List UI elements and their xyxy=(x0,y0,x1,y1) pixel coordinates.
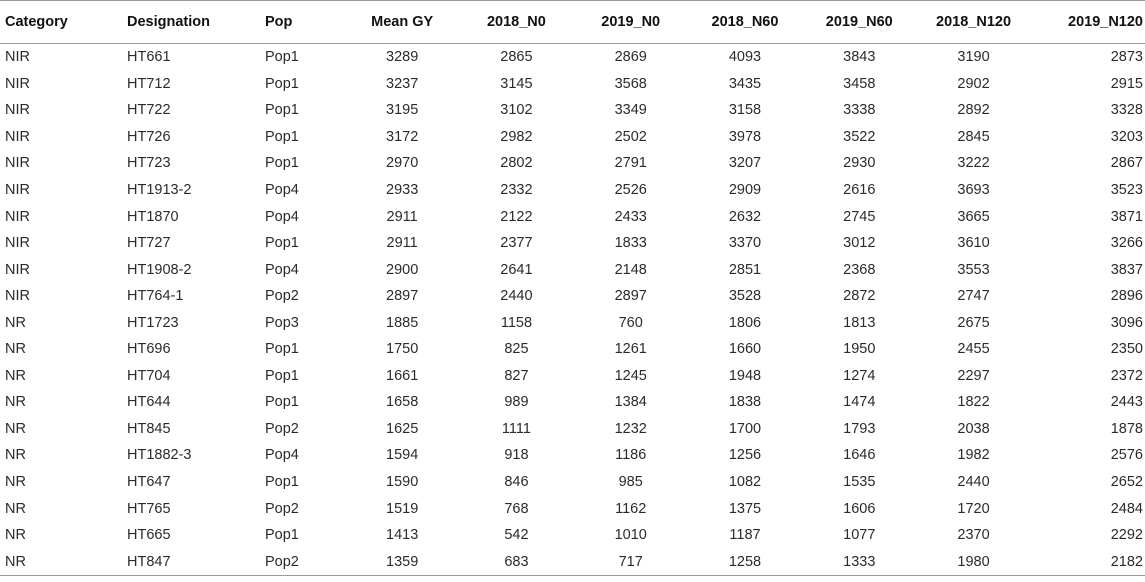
cell-2019-n0: 1186 xyxy=(615,447,647,464)
cell-2019-n0: 2433 xyxy=(614,208,647,225)
cell-mean-gy: 1590 xyxy=(386,474,419,491)
cell-2018-n60: 2909 xyxy=(728,182,762,198)
cell-2018-n0: 3102 xyxy=(500,102,533,119)
cell-2018-n0: 2982 xyxy=(500,128,533,145)
table-row xyxy=(0,283,1145,310)
cell-2018-n0: 768 xyxy=(504,500,529,517)
cell-mean-gy: 3289 xyxy=(386,49,419,66)
cell-designation: HT712 xyxy=(127,75,171,92)
cell-designation: HT1908-2 xyxy=(127,261,192,278)
cell-2018-n120: 2747 xyxy=(957,288,990,305)
cell-2019-n0: 2148 xyxy=(614,261,647,278)
cell-category: NR xyxy=(5,420,26,437)
cell-pop: Pop4 xyxy=(265,447,299,464)
cell-2019-n0: 2897 xyxy=(614,288,647,305)
cell-category: NR xyxy=(5,314,26,331)
cell-2018-n60: 1838 xyxy=(728,394,762,411)
cell-2019-n120: 3203 xyxy=(1110,128,1143,145)
cell-mean-gy: 3195 xyxy=(386,102,419,119)
cell-category: NIR xyxy=(5,235,30,252)
cell-2019-n60: 3458 xyxy=(843,75,876,92)
cell-category: NIR xyxy=(5,288,30,305)
cell-2018-n120: 2455 xyxy=(957,341,990,358)
cell-mean-gy: 3237 xyxy=(386,75,419,92)
cell-2018-n60: 2851 xyxy=(728,261,762,278)
cell-category: NIR xyxy=(5,261,30,278)
cell-designation: HT726 xyxy=(127,128,171,145)
cell-2018-n60: 3528 xyxy=(728,288,762,305)
cell-2019-n120: 1878 xyxy=(1110,420,1143,437)
cell-2018-n60: 1258 xyxy=(688,548,802,575)
cell-2018-n0: 2377 xyxy=(500,235,533,252)
cell-2019-n120: 2350 xyxy=(1110,341,1143,358)
cell-mean-gy: 1359 xyxy=(345,548,459,575)
cell-mean-gy: 1750 xyxy=(386,341,419,358)
table-row xyxy=(0,416,1145,443)
cell-2019-n120: 3837 xyxy=(1110,261,1143,278)
cell-category: NR xyxy=(5,527,26,544)
cell-2018-n0: 2641 xyxy=(500,261,533,278)
table-row xyxy=(0,71,1145,98)
table-row xyxy=(0,495,1145,522)
cell-designation: HT723 xyxy=(127,155,171,172)
cell-pop: Pop4 xyxy=(265,261,299,278)
cell-2019-n120: 2867 xyxy=(1110,155,1143,172)
cell-2019-n60: 2930 xyxy=(843,155,876,172)
cell-2019-n120: 3096 xyxy=(1110,314,1143,331)
cell-2018-n120: 2892 xyxy=(957,102,990,119)
cell-2018-n0: 989 xyxy=(504,394,529,411)
table-row xyxy=(0,230,1145,257)
cell-2018-n0: 3145 xyxy=(500,75,533,92)
cell-pop: Pop1 xyxy=(265,75,299,92)
cell-2018-n60: 1700 xyxy=(728,420,762,437)
cell-mean-gy: 2900 xyxy=(386,261,419,278)
table-body xyxy=(0,44,1145,576)
cell-2019-n60: 1606 xyxy=(843,500,876,517)
cell-2019-n60: 1474 xyxy=(843,394,876,411)
cell-2019-n0: 1384 xyxy=(614,394,647,411)
cell-mean-gy: 2933 xyxy=(386,182,419,198)
cell-2018-n120: 3610 xyxy=(957,235,990,252)
cell-pop: Pop1 xyxy=(265,394,299,411)
cell-category: NIR xyxy=(5,208,30,225)
cell-2018-n120: 2038 xyxy=(957,420,990,437)
table-row xyxy=(0,363,1145,390)
cell-2018-n60: 3978 xyxy=(728,128,762,145)
cell-2019-n60: 2616 xyxy=(843,182,876,198)
cell-category: NR xyxy=(5,341,26,358)
cell-2018-n0: 2865 xyxy=(500,49,533,66)
cell-2019-n0: 3568 xyxy=(614,75,647,92)
cell-2018-n120: 3665 xyxy=(957,208,990,225)
cell-2018-n120: 3222 xyxy=(957,155,990,172)
cell-2019-n120: 2652 xyxy=(1110,474,1143,491)
cell-2019-n120: 2915 xyxy=(1110,75,1143,92)
cell-2018-n120: 2370 xyxy=(957,527,990,544)
cell-pop: Pop1 xyxy=(265,527,299,544)
cell-designation: HT845 xyxy=(127,420,171,437)
header-2019-n0: 2019_N0 xyxy=(574,1,688,44)
cell-2019-n60: 1535 xyxy=(843,474,876,491)
cell-mean-gy: 1625 xyxy=(386,420,419,437)
cell-2019-n60: 1950 xyxy=(843,341,876,358)
cell-2018-n120: 2675 xyxy=(957,314,990,331)
cell-2019-n60: 3012 xyxy=(843,235,876,252)
cell-category: NIR xyxy=(5,182,30,198)
cell-pop: Pop2 xyxy=(265,288,299,305)
cell-2019-n60: 3338 xyxy=(843,102,876,119)
cell-designation: HT722 xyxy=(127,102,171,119)
cell-2018-n0: 2332 xyxy=(500,182,533,198)
cell-2018-n120: 1980 xyxy=(916,548,1030,575)
cell-2018-n120: 2845 xyxy=(957,128,990,145)
cell-category: NR xyxy=(5,447,26,464)
cell-2019-n120: 3523 xyxy=(1110,182,1143,198)
cell-2019-n60: 1813 xyxy=(843,314,876,331)
cell-2018-n60: 3207 xyxy=(728,155,762,172)
cell-2018-n0: 825 xyxy=(504,341,529,358)
cell-designation: HT1913-2 xyxy=(127,182,192,198)
cell-2018-n60: 1082 xyxy=(728,474,762,491)
cell-pop: Pop2 xyxy=(265,420,299,437)
cell-2019-n60: 3522 xyxy=(843,128,876,145)
cell-2018-n60: 1256 xyxy=(728,447,762,464)
cell-2019-n120: 2873 xyxy=(1110,49,1143,66)
cell-2018-n0: 918 xyxy=(504,447,529,464)
cell-2019-n120: 2292 xyxy=(1110,527,1143,544)
cell-category: NIR xyxy=(5,49,30,66)
table-row xyxy=(0,469,1145,496)
cell-pop: Pop2 xyxy=(265,548,345,575)
cell-mean-gy: 3172 xyxy=(386,128,419,145)
cell-designation: HT1870 xyxy=(127,208,179,225)
cell-2019-n60: 2368 xyxy=(843,261,876,278)
cell-2018-n0: 827 xyxy=(504,367,529,384)
cell-2018-n60: 3370 xyxy=(728,235,762,252)
cell-mean-gy: 1594 xyxy=(386,447,419,464)
cell-designation: HT847 xyxy=(127,548,265,575)
table-row xyxy=(0,256,1145,283)
cell-2019-n0: 2869 xyxy=(614,49,647,66)
cell-2018-n120: 2440 xyxy=(957,474,990,491)
table-row xyxy=(0,124,1145,151)
table-row xyxy=(0,44,1145,71)
cell-pop: Pop1 xyxy=(265,155,299,172)
cell-2018-n120: 3190 xyxy=(957,49,990,66)
cell-2018-n0: 1111 xyxy=(501,420,531,437)
header-pop: Pop xyxy=(265,1,345,44)
cell-2019-n0: 1245 xyxy=(614,367,647,384)
cell-2018-n60: 2632 xyxy=(728,208,762,225)
cell-pop: Pop1 xyxy=(265,367,299,384)
cell-mean-gy: 1885 xyxy=(386,314,419,331)
cell-2019-n0: 2791 xyxy=(614,155,647,172)
cell-designation: HT696 xyxy=(127,341,171,358)
cell-category: NIR xyxy=(5,102,30,119)
cell-2019-n120: 2576 xyxy=(1110,447,1143,464)
cell-2018-n120: 2297 xyxy=(957,367,990,384)
header-2019-n60: 2019_N60 xyxy=(802,1,916,44)
cell-mean-gy: 2911 xyxy=(386,208,418,225)
cell-2019-n120: 2896 xyxy=(1110,288,1143,305)
cell-2018-n60: 1806 xyxy=(728,314,762,331)
cell-designation: HT1882-3 xyxy=(127,447,192,464)
cell-2019-n60: 2745 xyxy=(843,208,876,225)
cell-2018-n0: 846 xyxy=(504,474,529,491)
cell-2019-n60: 2872 xyxy=(843,288,876,305)
cell-category: NIR xyxy=(5,155,30,172)
cell-2018-n60: 1375 xyxy=(728,500,762,517)
cell-2019-n120: 2372 xyxy=(1110,367,1143,384)
header-2019-n120: 2019_N120 xyxy=(1031,1,1145,44)
cell-2019-n120: 2182 xyxy=(1031,548,1145,575)
cell-category: NR xyxy=(5,500,26,517)
cell-2018-n0: 2440 xyxy=(500,288,533,305)
header-category: Category xyxy=(0,1,127,44)
cell-pop: Pop1 xyxy=(265,341,299,358)
header-2018-n60: 2018_N60 xyxy=(688,1,802,44)
header-designation: Designation xyxy=(127,1,265,44)
cell-2019-n120: 3266 xyxy=(1110,235,1143,252)
cell-2019-n60: 1793 xyxy=(843,420,876,437)
cell-designation: HT647 xyxy=(127,474,171,491)
cell-2018-n0: 2802 xyxy=(500,155,533,172)
cell-2019-n60: 1333 xyxy=(802,548,916,575)
cell-2019-n0: 717 xyxy=(574,548,688,575)
cell-designation: HT704 xyxy=(127,367,171,384)
cell-2018-n0: 542 xyxy=(504,527,529,544)
cell-category: NR xyxy=(5,367,26,384)
header-2018-n0: 2018_N0 xyxy=(459,1,573,44)
table-row xyxy=(0,97,1145,124)
cell-pop: Pop1 xyxy=(265,128,299,145)
cell-designation: HT665 xyxy=(127,527,171,544)
header-mean-gy: Mean GY xyxy=(345,1,459,44)
cell-pop: Pop1 xyxy=(265,474,299,491)
cell-mean-gy: 2911 xyxy=(386,235,418,252)
cell-pop: Pop3 xyxy=(265,314,299,331)
table-row xyxy=(0,309,1145,336)
cell-designation: HT1723 xyxy=(127,314,179,331)
cell-2019-n60: 3843 xyxy=(843,49,876,66)
table-row xyxy=(0,203,1145,230)
cell-2018-n60: 3158 xyxy=(728,102,762,119)
cell-2019-n0: 1261 xyxy=(614,341,647,358)
cell-2018-n120: 3693 xyxy=(957,182,990,198)
cell-2019-n0: 1162 xyxy=(615,500,647,517)
cell-mean-gy: 1413 xyxy=(386,527,419,544)
cell-2018-n120: 2902 xyxy=(957,75,990,92)
cell-2019-n0: 760 xyxy=(618,314,643,331)
cell-2018-n120: 1982 xyxy=(957,447,990,464)
cell-mean-gy: 1661 xyxy=(386,367,419,384)
cell-mean-gy: 2897 xyxy=(386,288,419,305)
cell-2018-n120: 3553 xyxy=(957,261,990,278)
cell-category: NR xyxy=(0,548,127,575)
cell-2018-n0: 1158 xyxy=(500,314,533,331)
cell-2019-n60: 1077 xyxy=(843,527,876,544)
cell-2019-n0: 1232 xyxy=(614,420,647,437)
cell-pop: Pop1 xyxy=(265,102,299,119)
cell-2018-n0: 683 xyxy=(459,548,573,575)
cell-2019-n120: 3328 xyxy=(1110,102,1143,119)
cell-2019-n0: 2502 xyxy=(614,128,647,145)
cell-designation: HT661 xyxy=(127,49,171,66)
cell-2018-n0: 2122 xyxy=(500,208,533,225)
cell-2019-n0: 985 xyxy=(618,474,643,491)
cell-2018-n120: 1720 xyxy=(957,500,990,517)
cell-mean-gy: 1519 xyxy=(386,500,419,517)
cell-pop: Pop1 xyxy=(265,235,299,252)
cell-2019-n0: 3349 xyxy=(614,102,647,119)
cell-2018-n60: 1948 xyxy=(728,367,762,384)
cell-category: NR xyxy=(5,474,26,491)
header-row xyxy=(0,1,1145,44)
cell-2019-n0: 2526 xyxy=(614,182,647,198)
cell-mean-gy: 1658 xyxy=(386,394,419,411)
cell-2019-n0: 1833 xyxy=(614,235,647,252)
cell-designation: HT727 xyxy=(127,235,171,252)
table-row xyxy=(0,336,1145,363)
header-2018-n120: 2018_N120 xyxy=(916,1,1030,44)
table-row xyxy=(0,522,1145,549)
cell-pop: Pop1 xyxy=(265,49,299,66)
cell-pop: Pop4 xyxy=(265,208,299,225)
table-row xyxy=(0,177,1145,204)
cell-pop: Pop4 xyxy=(265,182,299,198)
cell-category: NIR xyxy=(5,128,30,145)
table-row xyxy=(0,442,1145,469)
cell-designation: HT644 xyxy=(127,394,171,411)
cell-2019-n60: 1274 xyxy=(843,367,876,384)
table-row xyxy=(0,150,1145,177)
cell-2018-n120: 1822 xyxy=(957,394,990,411)
table-header xyxy=(0,1,1145,44)
cell-category: NIR xyxy=(5,75,30,92)
cell-pop: Pop2 xyxy=(265,500,299,517)
cell-2018-n60: 1660 xyxy=(728,341,762,358)
cell-designation: HT764-1 xyxy=(127,288,184,305)
cell-mean-gy: 2970 xyxy=(386,155,419,172)
table-row xyxy=(0,548,1145,575)
cell-2018-n60: 3435 xyxy=(728,75,762,92)
cell-2018-n60: 4093 xyxy=(728,49,762,66)
cell-2018-n60: 1187 xyxy=(729,527,761,544)
cell-2019-n120: 2443 xyxy=(1110,394,1143,411)
cell-2019-n120: 3871 xyxy=(1110,208,1143,225)
cell-category: NR xyxy=(5,394,26,411)
cell-2019-n120: 2484 xyxy=(1110,500,1143,517)
cell-2019-n60: 1646 xyxy=(843,447,876,464)
cell-designation: HT765 xyxy=(127,500,171,517)
table-row xyxy=(0,389,1145,416)
cell-2019-n0: 1010 xyxy=(614,527,647,544)
